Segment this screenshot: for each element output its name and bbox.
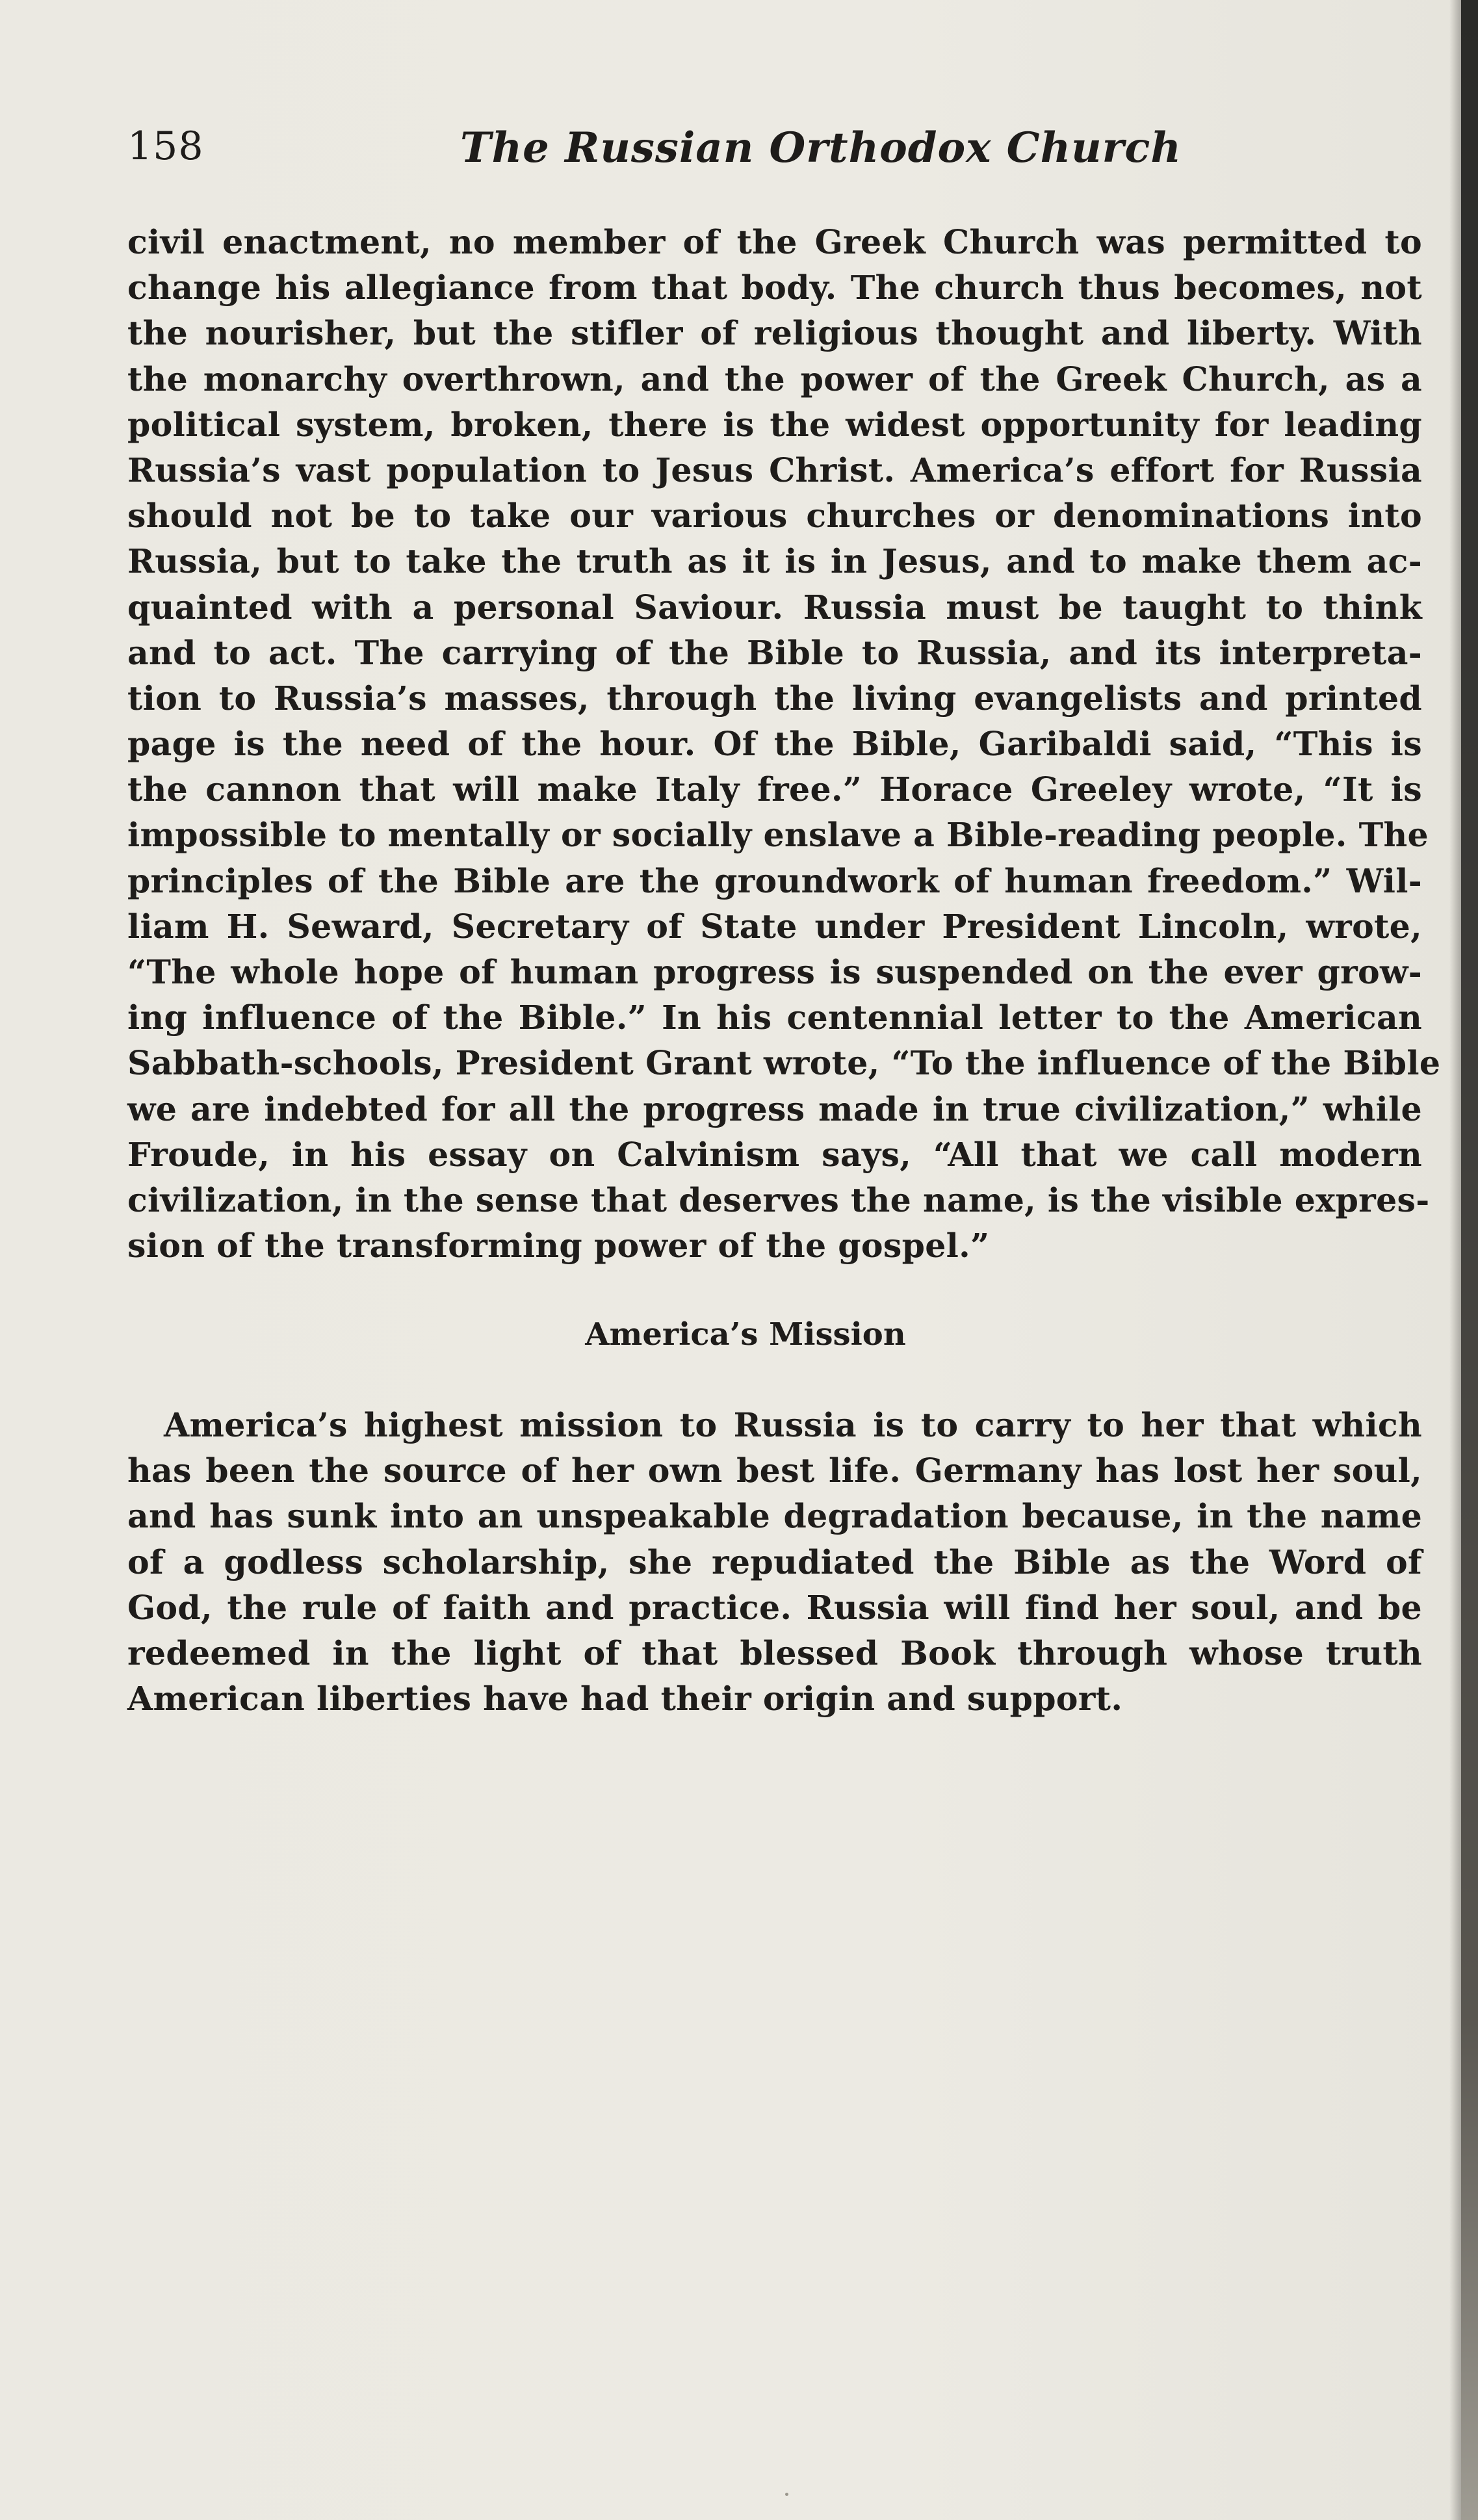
- page-number: 158: [127, 123, 204, 169]
- text-line: of a godless scholarship, she repudiated the Bible as the Word of: [127, 1542, 1422, 1581]
- text-line: civilization, in the sense that deserves the name, is the visible expres-: [127, 1180, 1430, 1219]
- text-line: Froude, in his essay on Calvinism says, “All that we call modern: [127, 1135, 1422, 1174]
- text-line: and has sunk into an unspeakable degradation because, in the name: [127, 1497, 1422, 1536]
- text-line: has been the source of her own best life. Germany has lost her soul,: [127, 1451, 1422, 1490]
- text-line: civil enactment, no member of the Greek Church was permitted to: [127, 223, 1422, 261]
- section-heading: America’s Mission: [585, 1316, 906, 1353]
- text-line: Russia, but to take the truth as it is in Jesus, and to make them ac-: [127, 542, 1422, 581]
- text-line: the cannon that will make Italy free.” Horace Greeley wrote, “It is: [127, 770, 1422, 809]
- text-line: Sabbath-schools, President Grant wrote, “To the influence of the Bible: [127, 1044, 1441, 1083]
- text-line: we are indebted for all the progress made in true civilization,” while: [127, 1089, 1422, 1128]
- book-spine-edge: [1461, 0, 1478, 2520]
- running-title: The Russian Orthodox Church: [460, 123, 1182, 172]
- text-line: God, the rule of faith and practice. Russia will find her soul, and be: [127, 1588, 1422, 1627]
- text-line: America’s highest mission to Russia is to carry to her that which: [164, 1406, 1422, 1444]
- paragraph-2: [127, 1403, 1422, 1722]
- text-line: tion to Russia’s masses, through the living evangelists and printed: [127, 679, 1422, 718]
- text-line: change his allegiance from that body. The church thus becomes, not: [127, 268, 1422, 307]
- text-line: should not be to take our various churches or denominations into: [127, 497, 1422, 536]
- text-line: principles of the Bible are the groundwork of human freedom.” Wil-: [127, 861, 1422, 900]
- text-line: the nourisher, but the stifler of religious thought and liberty. With: [127, 314, 1422, 353]
- text-line: American liberties have had their origin and support.: [127, 1680, 1123, 1719]
- text-line: the monarchy overthrown, and the power of the Greek Church, as a: [127, 359, 1422, 398]
- text-line: Russia’s vast population to Jesus Christ. America’s effort for Russia: [127, 450, 1422, 489]
- text-line: liam H. Seward, Secretary of State under President Lincoln, wrote,: [127, 907, 1422, 946]
- text-line: quainted with a personal Saviour. Russia must be taught to think: [127, 588, 1422, 627]
- text-line: ing influence of the Bible.” In his centennial letter to the American: [127, 998, 1422, 1037]
- text-line: sion of the transforming power of the gospel.”: [127, 1227, 990, 1266]
- text-line: page is the need of the hour. Of the Bible, Garibaldi said, “This is: [127, 725, 1422, 764]
- text-line: political system, broken, there is the widest opportunity for leading: [127, 405, 1422, 444]
- running-header: [127, 123, 1420, 182]
- text-line: “The whole hope of human progress is suspended on the ever grow-: [127, 953, 1422, 991]
- paper-speck: [785, 2493, 788, 2496]
- page-edge-shadow: [1449, 0, 1461, 2520]
- text-line: and to act. The carrying of the Bible to Russia, and its interpreta-: [127, 633, 1422, 672]
- text-line: impossible to mentally or socially enslave a Bible-reading people. The: [127, 816, 1429, 855]
- paragraph-1: [127, 220, 1441, 1269]
- text-line: redeemed in the light of that blessed Book through whose truth: [127, 1633, 1422, 1672]
